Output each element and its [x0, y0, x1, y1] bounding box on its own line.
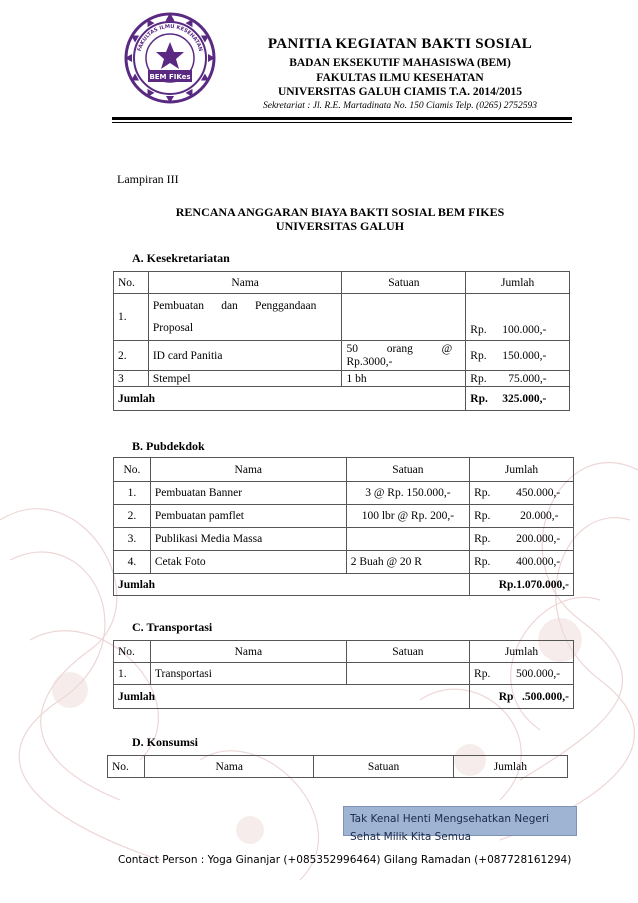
table-konsumsi — [107, 755, 568, 778]
attachment-label: Lampiran III — [117, 172, 179, 186]
col-jumlah: Jumlah — [470, 641, 574, 663]
table-header-row — [114, 458, 574, 482]
table-header-row — [114, 272, 570, 294]
row-jumlah — [466, 371, 570, 387]
total-value: Rp.1.070.000,- — [470, 574, 574, 596]
row-amount: 450.000,- — [516, 487, 561, 499]
document-title-line1: RENCANA ANGGARAN BIAYA BAKTI SOSIAL BEM FIKES — [175, 205, 505, 219]
row-jumlah — [470, 505, 574, 528]
row-satuan — [346, 528, 469, 551]
row-satuan: 3 @ Rp. 150.000,- — [346, 482, 469, 505]
row-no: 3 — [114, 371, 149, 387]
row-no: 4. — [114, 551, 151, 574]
table-row — [114, 663, 574, 685]
row-no: 2. — [114, 341, 149, 371]
row-no: 1. — [114, 663, 151, 685]
org-address: Sekretariat : Jl. R.E. Martadinata No. 150 Ciamis Telp. (0265) 2752593 — [263, 101, 537, 111]
document-title — [140, 205, 540, 233]
org-title: PANITIA KEGIATAN BAKTI SOSIAL — [267, 36, 533, 52]
row-nama — [148, 294, 342, 341]
col-no: No. — [108, 756, 145, 778]
table-header-row — [114, 641, 574, 663]
row-amount: 150.000,- — [502, 349, 547, 362]
table-row — [114, 505, 574, 528]
row-currency: Rp. — [470, 324, 487, 336]
col-jumlah: Jumlah — [470, 458, 574, 482]
row-satuan: 1 bh — [342, 371, 466, 387]
table-total-row — [114, 574, 574, 596]
col-no: No. — [114, 272, 149, 294]
row-currency: Rp. — [470, 372, 487, 385]
table-row — [114, 528, 574, 551]
table-total-row — [114, 685, 574, 709]
row-jumlah — [470, 482, 574, 505]
tagline-line2: Sehat Milik Kita Semua — [350, 831, 472, 843]
row-amount: 400.000,- — [516, 556, 561, 568]
org-line2: BADAN EKSEKUTIF MAHASISWA (BEM) — [289, 57, 511, 69]
letterhead — [0, 0, 638, 120]
row-nama: Pembuatan pamflet — [150, 505, 346, 528]
tagline-box — [343, 806, 577, 843]
total-currency: Rp — [498, 690, 514, 703]
row-currency: Rp. — [474, 487, 491, 499]
row-jumlah — [470, 528, 574, 551]
row-no: 2. — [114, 505, 151, 528]
contact-person: Contact Person : Yoga Ginanjar (+085352996464) Gilang Ramadan (+087728161294) — [118, 854, 572, 866]
table-row — [114, 482, 574, 505]
row-jumlah — [470, 663, 574, 685]
org-line4: UNIVERSITAS GALUH CIAMIS T.A. 2014/2015 — [277, 86, 523, 98]
total-amount: 325.000,- — [502, 392, 547, 405]
row-satuan — [346, 663, 469, 685]
row-currency: Rp. — [474, 510, 491, 522]
row-nama-line1: Pembuatan dan Penggandaan — [152, 300, 317, 312]
row-currency: Rp. — [474, 667, 491, 680]
header-divider-thin — [112, 122, 572, 123]
row-amount: 100.000,- — [502, 324, 547, 336]
row-jumlah — [466, 294, 570, 341]
table-row — [114, 341, 570, 371]
col-satuan: Satuan — [314, 756, 453, 778]
col-nama: Nama — [148, 272, 342, 294]
table-row — [114, 371, 570, 387]
col-satuan: Satuan — [346, 641, 469, 663]
section-title-d: D. Konsumsi — [132, 735, 199, 749]
col-jumlah: Jumlah — [466, 272, 570, 294]
col-jumlah: Jumlah — [453, 756, 567, 778]
total-label: Jumlah — [114, 685, 470, 709]
logo-ring-text: FAKULTAS ILMU KESEHATAN — [136, 23, 204, 53]
col-satuan: Satuan — [346, 458, 469, 482]
row-amount: 20.000,- — [520, 510, 559, 522]
row-no: 3. — [114, 528, 151, 551]
total-jumlah — [470, 685, 574, 709]
row-jumlah — [470, 551, 574, 574]
row-nama: Publikasi Media Massa — [150, 528, 346, 551]
col-nama: Nama — [150, 458, 346, 482]
section-title-b: B. Pubdekdok — [132, 439, 205, 453]
table-kesekretariatan — [113, 271, 570, 411]
row-currency: Rp. — [474, 533, 491, 545]
row-nama: ID card Panitia — [148, 341, 342, 371]
row-nama-line2: Proposal — [152, 322, 194, 334]
header-divider-thick — [112, 117, 572, 120]
row-nama: Cetak Foto — [150, 551, 346, 574]
tagline-line1: Tak Kenal Henti Mengsehatkan Negeri — [350, 813, 550, 825]
row-amount: 200.000,- — [516, 533, 561, 545]
row-satuan — [342, 294, 466, 341]
org-line3: FAKULTAS ILMU KESEHATAN — [316, 72, 484, 84]
col-no: No. — [114, 458, 151, 482]
section-title-a: A. Kesekretariatan — [132, 251, 230, 265]
total-label: Jumlah — [114, 574, 470, 596]
row-no: 1. — [114, 482, 151, 505]
row-amount: 500.000,- — [516, 667, 561, 680]
col-nama: Nama — [150, 641, 346, 663]
row-satuan: 100 lbr @ Rp. 200,- — [346, 505, 469, 528]
row-nama: Stempel — [148, 371, 342, 387]
table-row — [114, 551, 574, 574]
row-satuan-line1: 50 orang @ — [346, 342, 453, 355]
total-label: Jumlah — [114, 387, 466, 411]
bem-fikes-logo-icon — [124, 12, 216, 104]
row-nama: Transportasi — [150, 663, 346, 685]
table-pubdekdok — [113, 457, 574, 596]
row-currency: Rp. — [470, 349, 487, 362]
row-no: 1. — [114, 294, 149, 341]
row-nama: Pembuatan Banner — [150, 482, 346, 505]
section-title-c: C. Transportasi — [132, 620, 213, 634]
total-jumlah — [466, 387, 570, 411]
total-currency: Rp. — [470, 392, 488, 405]
table-total-row — [114, 387, 570, 411]
logo-banner-text: BEM FIKes — [149, 73, 191, 81]
total-amount: .500.000,- — [522, 690, 569, 703]
row-currency: Rp. — [474, 556, 491, 568]
col-satuan: Satuan — [342, 272, 466, 294]
row-satuan: 2 Buah @ 20 R — [346, 551, 469, 574]
table-row — [114, 294, 570, 341]
table-transportasi — [113, 640, 574, 709]
row-amount: 75.000,- — [508, 372, 547, 385]
table-header-row — [108, 756, 568, 778]
col-nama: Nama — [145, 756, 314, 778]
col-no: No. — [114, 641, 151, 663]
row-satuan-line2: Rp.3000,- — [346, 355, 393, 368]
row-satuan — [342, 341, 466, 371]
document-title-line2: UNIVERSITAS GALUH — [275, 219, 405, 233]
row-jumlah — [466, 341, 570, 371]
